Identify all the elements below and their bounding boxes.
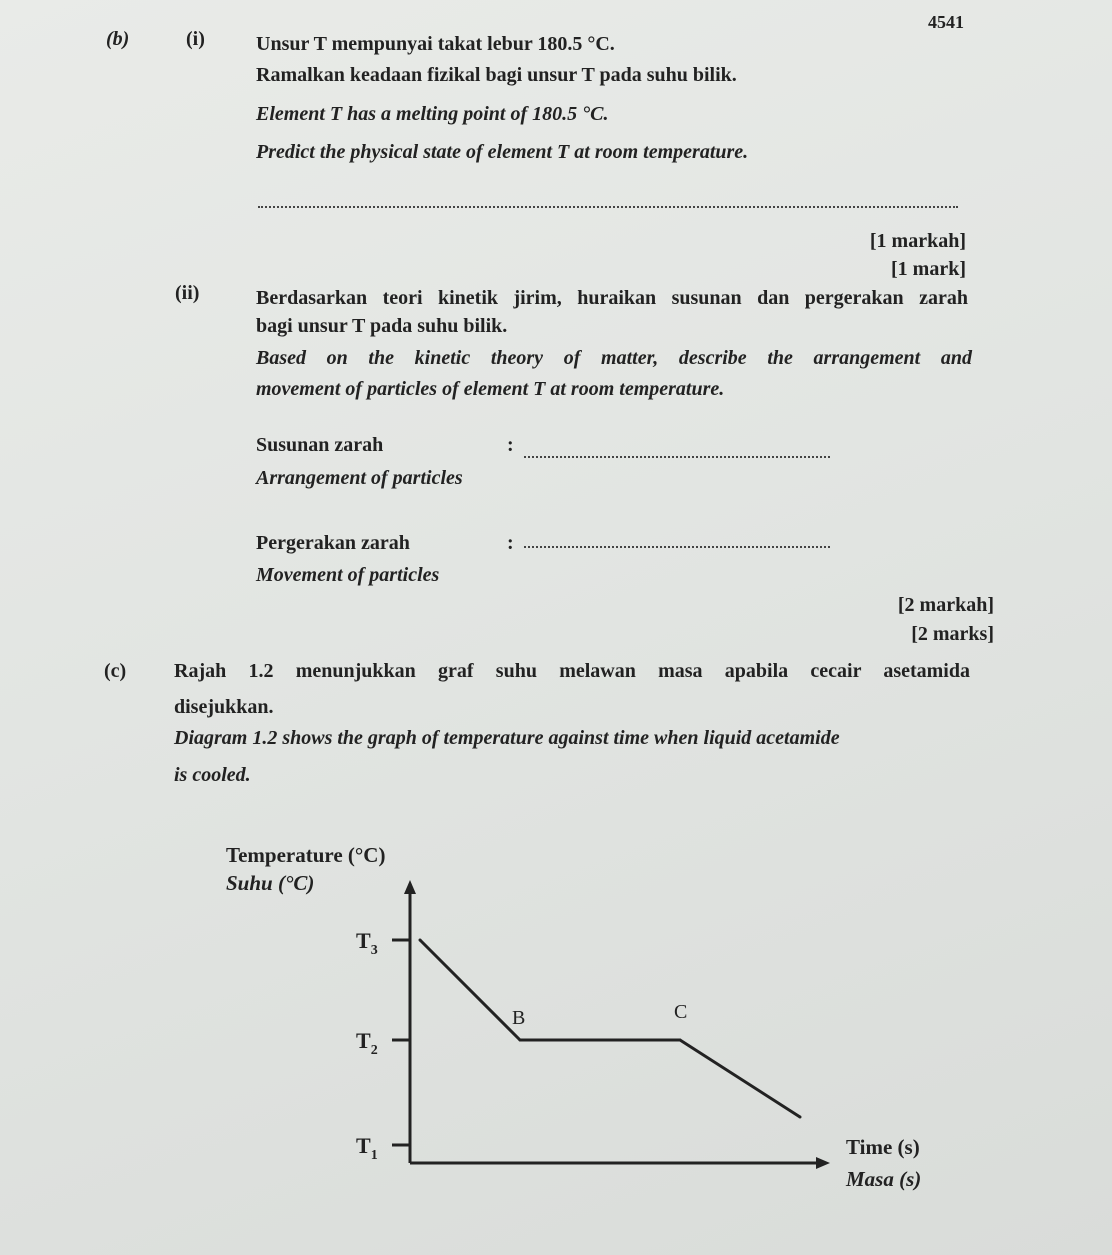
x-axis-label-ms: Masa (s) <box>846 1167 922 1191</box>
point-label-c: C <box>674 1001 688 1023</box>
y-tick-label-t1 <box>356 1133 378 1163</box>
b-i-en-line2: Predict the physical state of element T at room temperature. <box>256 141 749 163</box>
y-tick-label-t3 <box>356 928 378 958</box>
y-axis-label: Temperature (°C) <box>226 843 386 867</box>
curve-point-1 <box>519 1039 522 1042</box>
b-i-en-line1: Element T has a melting point of 180.5 °C. <box>256 103 609 125</box>
part-b-i-label: (i) <box>186 28 205 50</box>
part-c-label: (c) <box>104 660 127 682</box>
b-i-mark-en-text: [1 mark] <box>891 258 966 280</box>
y-tick-letter: T <box>356 1028 371 1053</box>
c-ms-line1: Rajah 1.2 menunjukkan graf suhu melawan masa apabila cecair asetamida <box>174 660 970 682</box>
page-number: 4541 <box>928 12 964 32</box>
c-en-line1: Diagram 1.2 shows the graph of temperature against time when liquid acetamide <box>174 727 840 749</box>
y-axis-arrow <box>404 880 416 894</box>
y-tick-subscript: 3 <box>370 943 378 958</box>
b-ii-ms-line2: bagi unsur T pada suhu bilik. <box>256 315 508 337</box>
b-i-mark-ms-text: [1 markah] <box>869 230 966 252</box>
y-tick-letter: T <box>356 928 371 953</box>
curve-point-0 <box>419 939 422 942</box>
b-i-ms-line2: Ramalkan keadaan fizikal bagi unsur T pada suhu bilik. <box>256 64 737 86</box>
x-axis-label: Time (s) <box>846 1135 920 1159</box>
field-movement-en: Movement of particles <box>256 564 440 586</box>
field-arrangement-colon: : <box>507 434 514 456</box>
b-ii-en-line1: Based on the kinetic theory of matter, describe the arrangement and <box>256 347 972 369</box>
b-ii-ms-line1: Berdasarkan teori kinetik jirim, huraikan susunan dan pergerakan zarah <box>256 287 968 309</box>
part-b-label: (b) <box>106 28 130 50</box>
point-label-b: B <box>512 1007 526 1029</box>
curve-point-2 <box>679 1039 682 1042</box>
cooling-curve-line <box>420 940 800 1117</box>
c-ms-line2: disejukkan. <box>174 696 274 718</box>
y-tick-subscript: 2 <box>370 1043 378 1058</box>
part-b-ii-label: (ii) <box>175 282 200 304</box>
b-ii-mark-en-text: [2 marks] <box>911 623 994 645</box>
y-tick-letter: T <box>356 1133 371 1158</box>
y-axis-label-ms: Suhu (°C) <box>226 871 315 895</box>
c-en-line2: is cooled. <box>174 764 251 786</box>
y-tick-label-t2 <box>356 1028 378 1058</box>
field-arrangement-en: Arrangement of particles <box>256 467 463 489</box>
x-axis-arrow <box>816 1157 830 1169</box>
field-movement-colon: : <box>507 532 514 554</box>
b-i-ms-line1: Unsur T mempunyai takat lebur 180.5 °C. <box>256 33 615 55</box>
curve-point-3 <box>799 1116 802 1119</box>
field-movement-ms: Pergerakan zarah <box>256 532 410 554</box>
field-arrangement-ms: Susunan zarah <box>256 434 384 456</box>
b-ii-mark-ms-text: [2 markah] <box>897 594 994 616</box>
y-tick-subscript: 1 <box>370 1148 378 1163</box>
b-ii-en-line2: movement of particles of element T at room temperature. <box>256 378 725 400</box>
